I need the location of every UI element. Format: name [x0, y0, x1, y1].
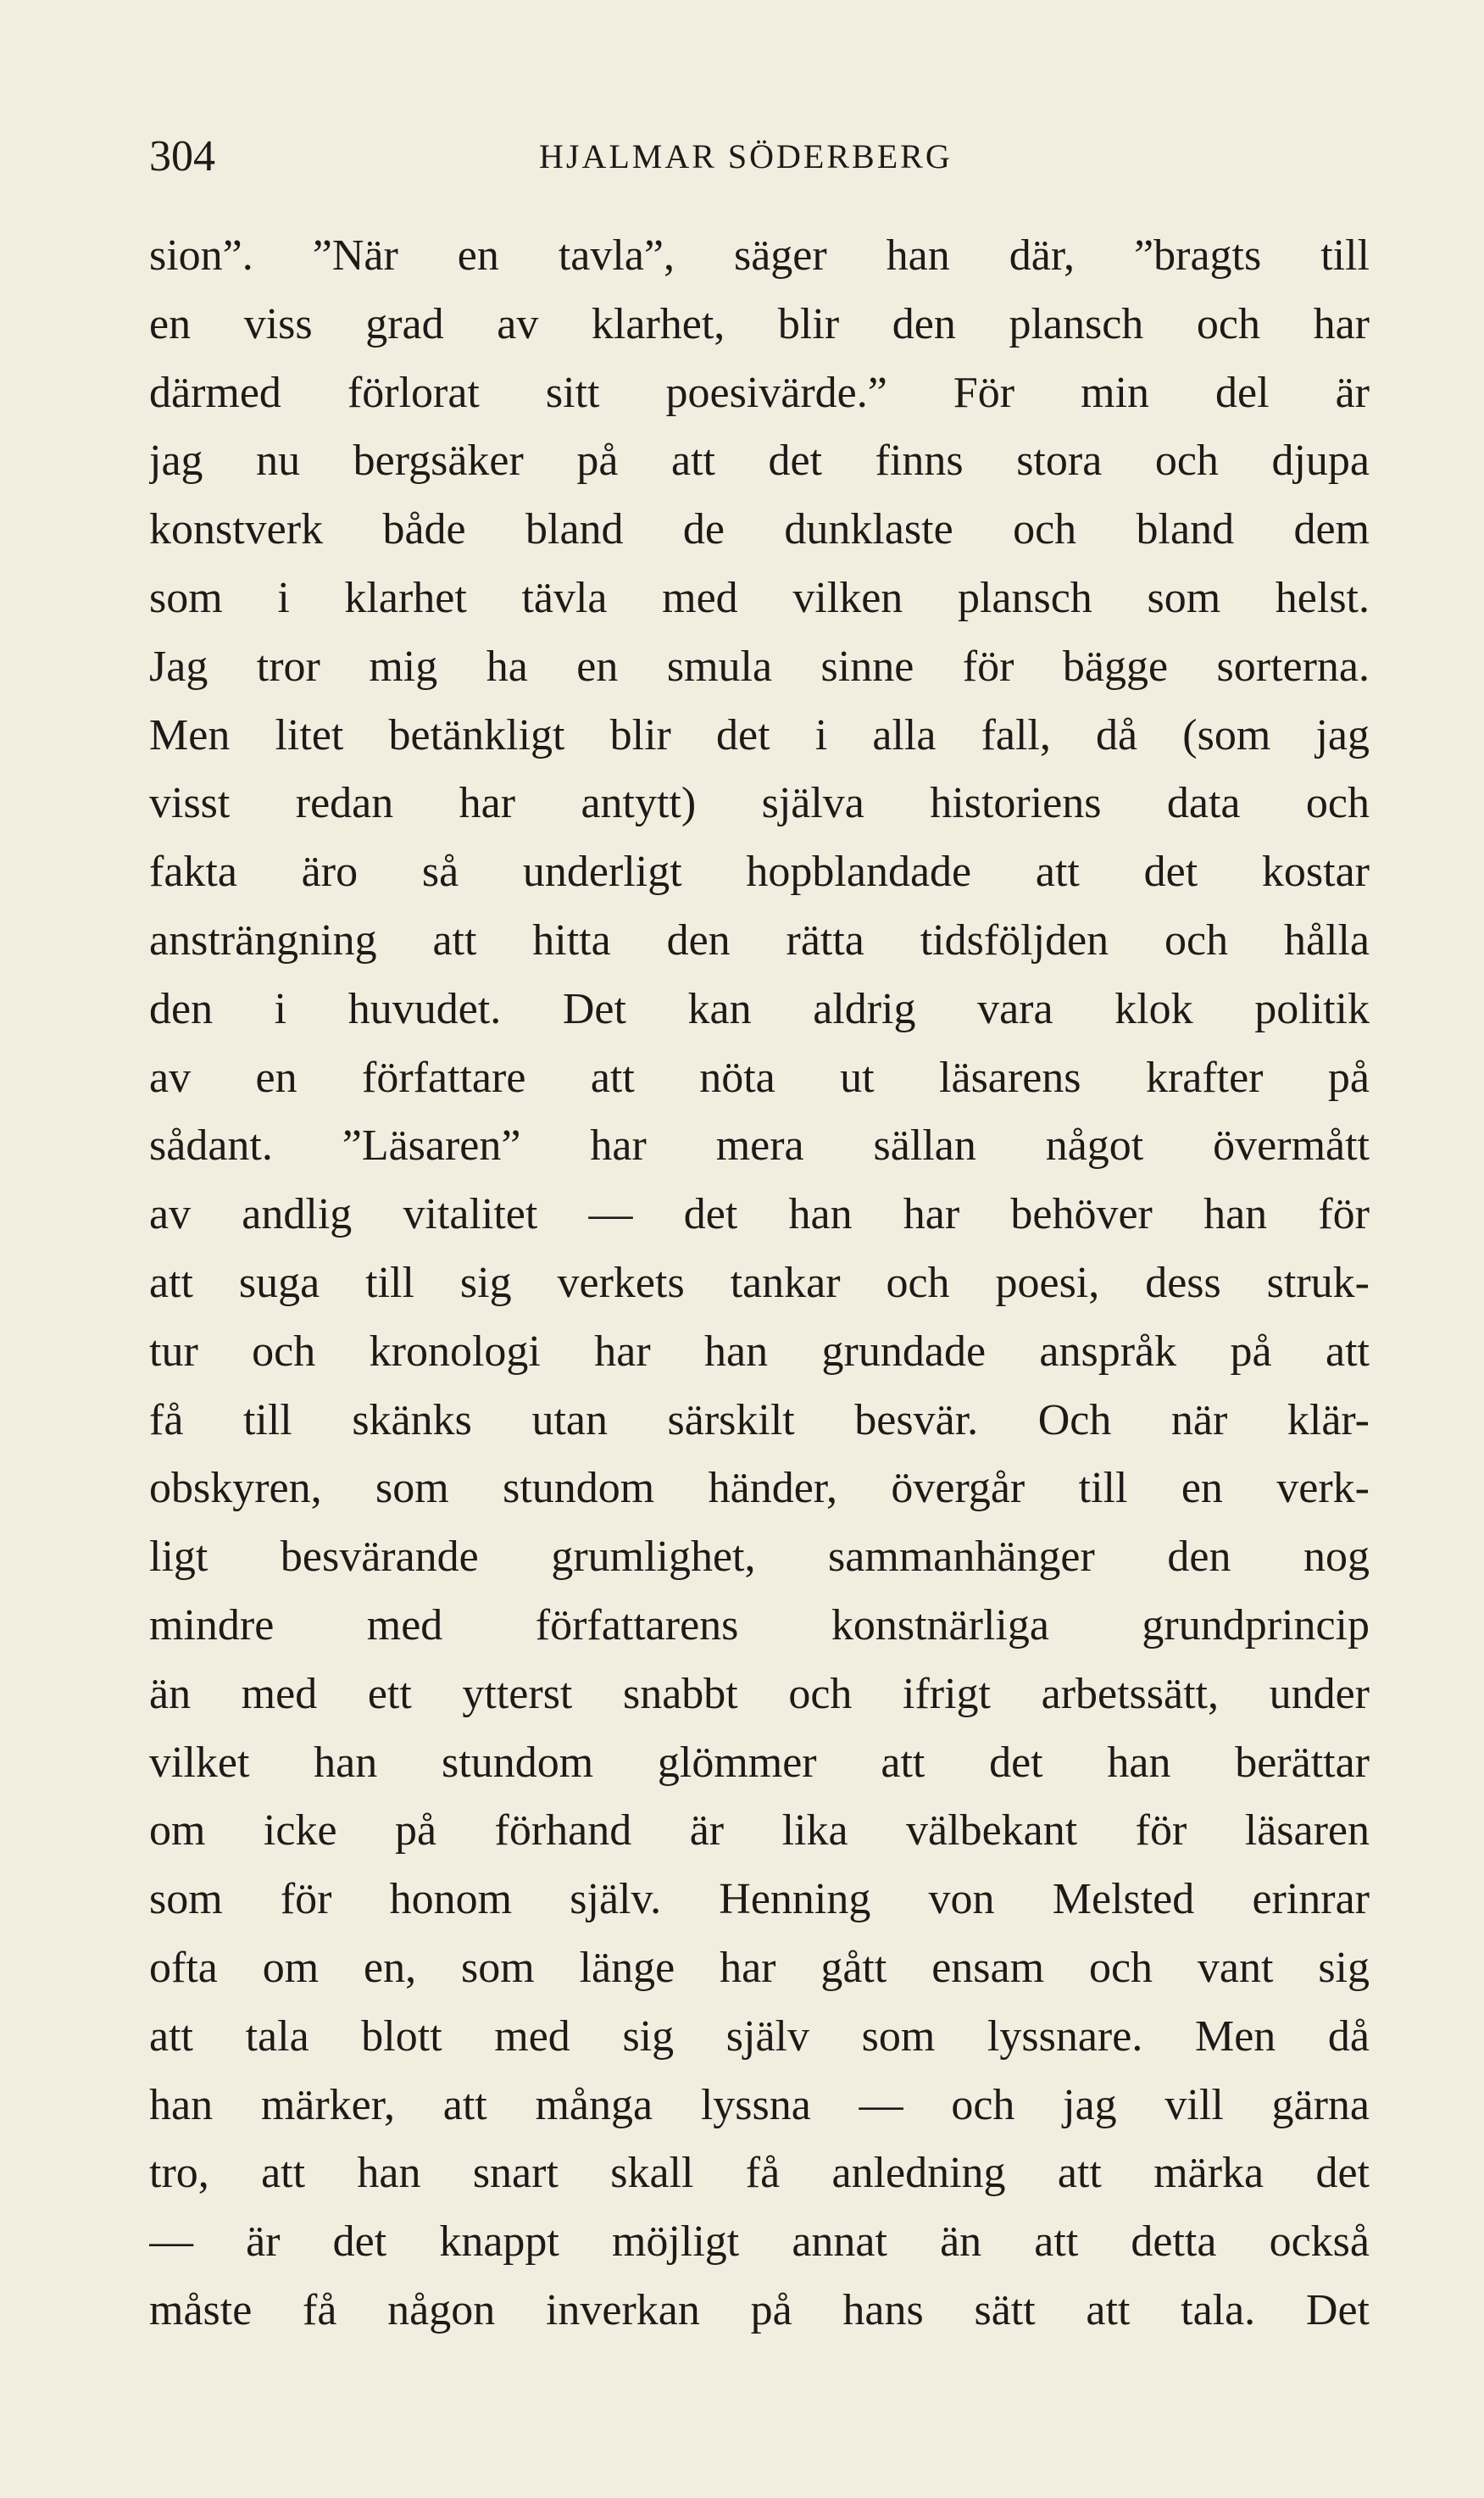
text-line: Men litet betänkligt blir det i alla fall, då (som jag [149, 710, 1370, 759]
text-line: sådant. ”Läsaren” har mera sällan något övermått [149, 1121, 1370, 1171]
text-line: ofta om en, som länge har gått ensam och vant sig [149, 1943, 1370, 1992]
text-line: — är det knappt möjligt annat än att detta också [149, 2217, 1370, 2267]
text-line: än med ett ytterst snabbt och ifrigt arbetssätt, under [149, 1669, 1370, 1718]
text-line: att tala blott med sig själv som lyssnare. Men då [149, 2011, 1370, 2061]
text-line: därmed förlorat sitt poesivärde.” För min del är [149, 368, 1370, 417]
text-line: tro, att han snart skall få anledning att märka det [149, 2149, 1370, 2198]
text-line: att suga till sig verkets tankar och poesi, dess struk- [149, 1258, 1370, 1307]
text-line: vilket han stundom glömmer att det han berättar [149, 1738, 1370, 1787]
text-line: ansträngning att hitta den rätta tidsföljden och hålla [149, 915, 1370, 965]
text-line: konstverk både bland de dunklaste och bland dem [149, 505, 1370, 554]
text-line: obskyren, som stundom händer, övergår till en verk- [149, 1464, 1370, 1513]
text-line: jag nu bergsäker på att det finns stora och djupa [149, 437, 1370, 486]
text-line: få till skänks utan särskilt besvär. Och när klär- [149, 1395, 1370, 1444]
text-line: som i klarhet tävla med vilken plansch som helst. [149, 573, 1370, 622]
text-line: fakta äro så underligt hopblandade att det kostar [149, 848, 1370, 897]
text-line: en viss grad av klarhet, blir den plansch och har [149, 299, 1370, 348]
text-line: om icke på förhand är lika välbekant för läsaren [149, 1806, 1370, 1855]
text-line: av en författare att nöta ut läsarens krafter på [149, 1053, 1370, 1102]
text-line: den i huvudet. Det kan aldrig vara klok politik [149, 984, 1370, 1033]
running-head-author: HJALMAR SÖDERBERG [539, 137, 953, 175]
page-number: 304 [149, 132, 215, 181]
text-line: som för honom själv. Henning von Melsted erinrar [149, 1875, 1370, 1924]
text-line: av andlig vitalitet — det han har behöver han för [149, 1190, 1370, 1239]
text-line: sion”. ”När en tavla”, säger han där, ”bragts till [149, 231, 1370, 280]
text-line: tur och kronologi har han grundade anspråk på att [149, 1327, 1370, 1376]
page-header [149, 127, 1370, 186]
body-text [149, 222, 1370, 2345]
text-line: Jag tror mig ha en smula sinne för bägge sorterna. [149, 642, 1370, 691]
text-line: han märker, att många lyssna — och jag vill gärna [149, 2080, 1370, 2129]
text-line: måste få någon inverkan på hans sätt att tala. Det [149, 2285, 1370, 2334]
text-line: visst redan har antytt) själva historiens data och [149, 779, 1370, 828]
text-line: mindre med författarens konstnärliga grundprincip [149, 1600, 1370, 1650]
text-line: ligt besvärande grumlighet, sammanhänger den nog [149, 1533, 1370, 1582]
